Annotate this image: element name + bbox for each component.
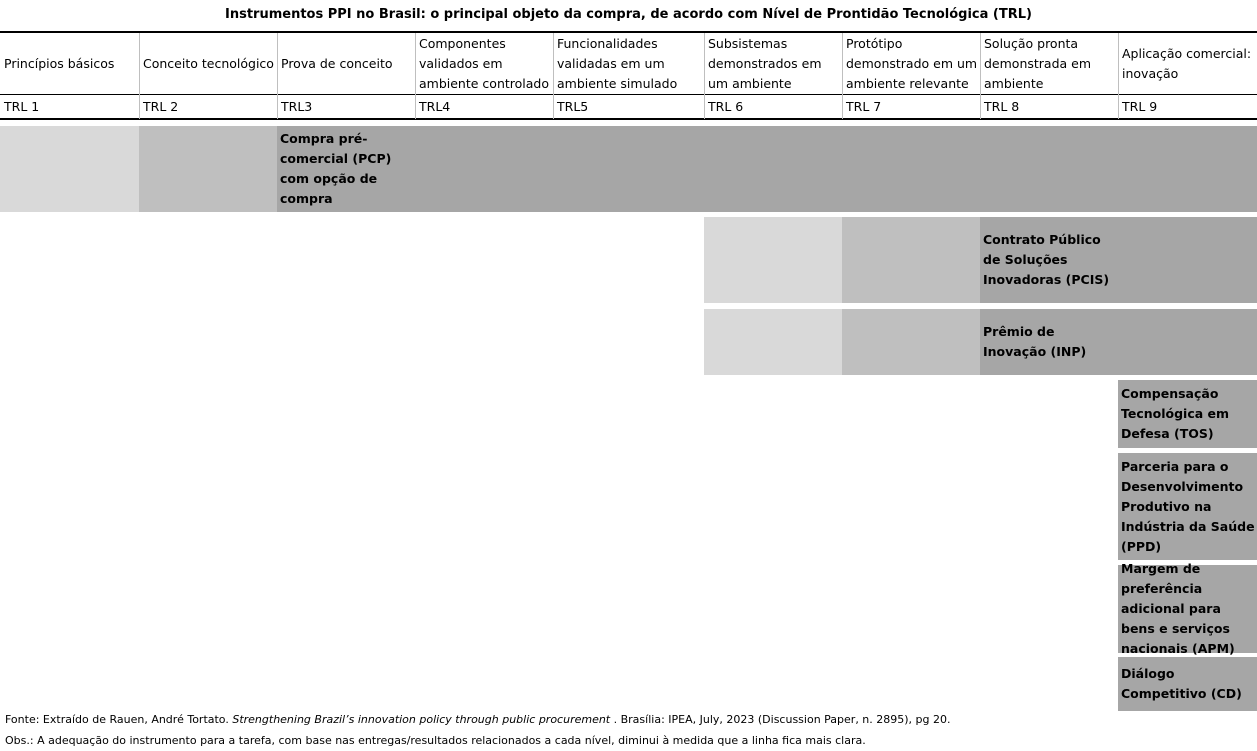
bar-segment-light	[0, 126, 139, 212]
bar-segment-light	[704, 217, 842, 303]
column-trl-level: TRL3	[281, 99, 313, 114]
column-description: Protótipo demonstrado em um ambiente relevante	[846, 35, 978, 91]
column-trl-level: TRL 9	[1122, 99, 1158, 114]
column-trl-level: TRL5	[557, 99, 589, 114]
instrument-label: Diálogo Competitivo (CD)	[1121, 666, 1242, 701]
observation-note	[5, 734, 866, 747]
column-trl-level: TRL 2	[143, 99, 179, 114]
column-description: Funcionalidades validadas em um ambiente simulado	[557, 35, 678, 91]
bar-segment-medium	[842, 217, 980, 303]
column-description: Conceito tecnológico	[143, 55, 274, 71]
instrument-label: Prêmio de Inovação (INP)	[983, 324, 1087, 359]
bar-segment-medium	[842, 309, 980, 375]
obs-text: A adequação do instrumento para a tarefa, com base nas entregas/resultados relacionados a cada nível, diminui à medida que a linha fica mais clara.	[33, 734, 866, 747]
instrument-label: Contrato Público de Soluções Inovadoras (PCIS)	[983, 232, 1110, 287]
bar-segment-medium	[139, 126, 277, 212]
source-note	[5, 713, 951, 726]
header-bottom-rule	[0, 118, 1257, 120]
column-trl-level: TRL 7	[846, 99, 882, 114]
column-description: Prova de conceito	[281, 55, 393, 71]
instrument-label: Margem de preferência adicional para bens e serviços nacionais (APM)	[1121, 561, 1235, 656]
source-title: Strengthening Brazil’s innovation policy through public procurement	[232, 713, 611, 726]
bar-segment-dark	[277, 126, 1257, 212]
chart-title: Instrumentos PPI no Brasil: o principal objeto da compra, de acordo com Nível de Prontidão Tecnológica (TRL)	[225, 7, 1032, 22]
instrument-label: Compensação Tecnológica em Defesa (TOS)	[1121, 386, 1230, 441]
source-suffix: . Brasília: IPEA, July, 2023 (Discussion Paper, n. 2895), pg 20.	[610, 713, 951, 726]
column-trl-level: TRL 6	[708, 99, 744, 114]
column-trl-level: TRL4	[419, 99, 451, 114]
column-trl-level: TRL 8	[984, 99, 1020, 114]
column-description: Subsistemas demonstrados em um ambiente	[708, 35, 822, 91]
instrument-label: Compra pré-comercial (PCP) com opção de compra	[280, 131, 392, 206]
bar-segment-light	[704, 309, 842, 375]
column-description: Aplicação comercial: inovação	[1122, 45, 1252, 81]
column-description: Solução pronta demonstrada em ambiente	[984, 35, 1092, 91]
instrument-label: Parceria para o Desenvolvimento Produtivo na Indústria da Saúde (PPD)	[1121, 458, 1255, 554]
column-description: Princípios básicos	[4, 55, 115, 71]
obs-label: Obs.:	[5, 734, 34, 747]
column-description: Componentes validados em ambiente controlado	[419, 35, 549, 91]
column-trl-level: TRL 1	[4, 99, 40, 114]
source-prefix: Fonte: Extraído de Rauen, André Tortato.	[5, 713, 233, 726]
